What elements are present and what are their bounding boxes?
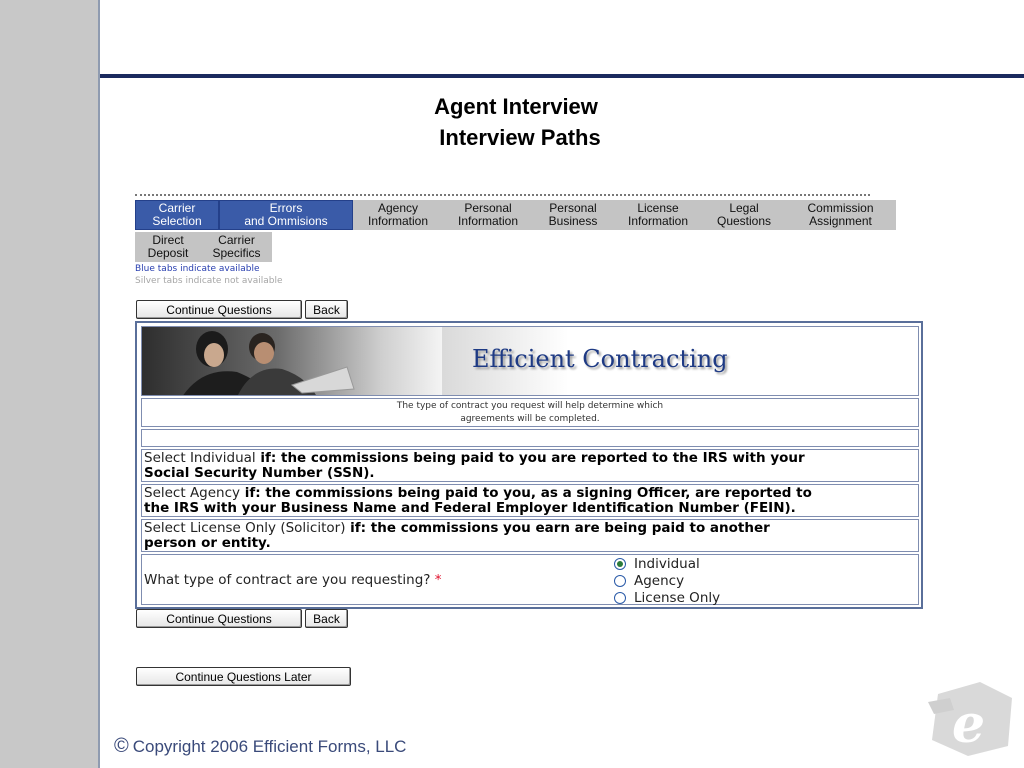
efficient-forms-logo-icon — [928, 680, 1014, 758]
contract-form — [135, 321, 923, 609]
banner-title: Efficient Contracting — [472, 345, 728, 373]
contract-type-question-row — [141, 554, 919, 605]
header-rule — [100, 74, 1024, 78]
back-button-top[interactable]: Back — [305, 300, 348, 319]
tab-agency-information[interactable]: Agency Information — [353, 200, 443, 230]
option-agency-description: Select Agency if: the commissions being paid to you, as a signing Officer, are reported to the IRS with your Business Name and Federal Employer Identification Number (FEIN). — [141, 484, 919, 517]
left-sidebar-strip — [0, 0, 100, 768]
option-license-only-description: Select License Only (Solicitor) if: the commissions you earn are being paid to another person or entity. — [141, 519, 919, 552]
tab-personal-business[interactable]: Personal Business — [533, 200, 613, 230]
required-marker: * — [434, 572, 442, 588]
people-at-laptop-image — [142, 327, 442, 396]
legend-silver-tabs: Silver tabs indicate not available — [135, 276, 283, 286]
continue-questions-later-button[interactable]: Continue Questions Later — [136, 667, 351, 686]
continue-questions-button-bottom[interactable]: Continue Questions — [136, 609, 302, 628]
tab-legal-questions[interactable]: Legal Questions — [703, 200, 785, 230]
radio-selected-icon[interactable] — [614, 558, 626, 570]
radio-empty-icon[interactable] — [614, 592, 626, 604]
option-individual-description: Select Individual if: the commissions being paid to you are reported to the IRS with your Social Security Number (SSN). — [141, 449, 919, 482]
slide-subtitle: Interview Paths — [439, 125, 601, 150]
spacer-row — [141, 429, 919, 447]
contract-info-text: The type of contract you request will help determine which agreements will be completed. — [141, 398, 919, 427]
tab-personal-information[interactable]: Personal Information — [443, 200, 533, 230]
back-button-bottom[interactable]: Back — [305, 609, 348, 628]
tab-license-information[interactable]: License Information — [613, 200, 703, 230]
radio-individual[interactable]: Individual — [614, 556, 700, 572]
tab-carrier-specifics[interactable]: Carrier Specifics — [201, 232, 272, 262]
contract-type-question: What type of contract are you requesting? * — [144, 572, 442, 588]
svg-text:e: e — [952, 694, 986, 755]
tab-direct-deposit[interactable]: Direct Deposit — [135, 232, 201, 262]
tab-commission-assignment[interactable]: Commission Assignment — [785, 200, 896, 230]
tabs-divider — [135, 194, 870, 196]
copyright-footer: © Copyright 2006 Efficient Forms, LLC — [114, 735, 407, 757]
tab-carrier-selection[interactable]: Carrier Selection — [135, 200, 219, 230]
tab-errors-and-ommisions[interactable]: Errors and Ommisions — [219, 200, 353, 230]
legend-blue-tabs: Blue tabs indicate available — [135, 264, 260, 274]
slide-title: Agent Interview — [434, 94, 598, 119]
radio-license-only[interactable]: License Only — [614, 590, 720, 606]
radio-agency[interactable]: Agency — [614, 573, 684, 589]
continue-questions-button-top[interactable]: Continue Questions — [136, 300, 302, 319]
radio-empty-icon[interactable] — [614, 575, 626, 587]
efficient-contracting-banner — [141, 326, 919, 396]
